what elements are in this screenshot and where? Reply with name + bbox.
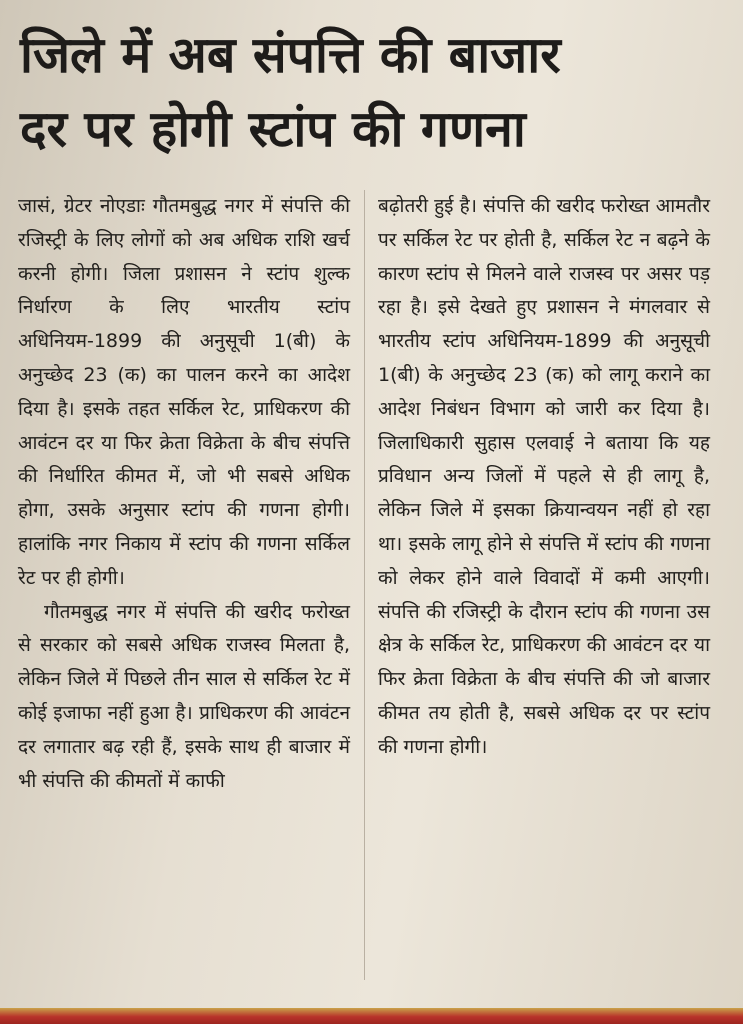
headline-line-2: दर पर होगी स्टांप की गणना: [20, 100, 526, 158]
left-column: [18, 190, 350, 798]
right-column: [378, 190, 710, 765]
left-paragraph-2: गौतमबुद्ध नगर में संपत्ति की खरीद फरोख्त से सरकार को सबसे अधिक राजस्व मिलता है, लेकिन जिले में पिछले तीन साल से सर्किल रेट में कोई इजाफा नहीं हुआ है। प्राधिकरण की आवंटन दर लगातार बढ़ रही हैं, इसके साथ ही बाजार में भी संपत्ति की कीमतों में काफी: [18, 600, 350, 792]
column-divider: [364, 190, 365, 980]
headline-line-1: जिले में अब संपत्ति की बाजार: [20, 26, 561, 84]
headline: [20, 18, 720, 166]
left-paragraph-1: जासं, ग्रेटर नोएडाः गौतमबुद्ध नगर में संपत्ति की रजिस्ट्री के लिए लोगों को अब अधिक राशि खर्च करनी होगी। जिला प्रशासन ने स्टांप शुल्क निर्धारण के लिए भारतीय स्टांप अधिनियम-1899 की अनुसूची 1(बी) के अनुच्छेद 23 (क) का पालन करने का आदेश दिया है। इसके तहत सर्किल रेट, प्राधिकरण की आवंटन दर या फिर क्रेता विक्रेता के बीच संपत्ति की निर्धारित कीमत में, जो भी सबसे अधिक होगा, उसके अनुसार स्टांप की गणना होगी। हालांकि नगर निकाय में स्टांप की गणना सर्किल रेट पर ही होगी।: [18, 195, 350, 589]
right-paragraph-1: बढ़ोतरी हुई है। संपत्ति की खरीद फरोख्त आमतौर पर सर्किल रेट पर होती है, सर्किल रेट न बढ़ने के कारण स्टांप से मिलने वाले राजस्व पर असर पड़ रहा है। इसे देखते हुए प्रशासन ने मंगलवार से भारतीय स्टांप अधिनियम-1899 की अनुसूची 1(बी) के अनुच्छेद 23 (क) को लागू कराने का आदेश निबंधन विभाग को जारी कर दिया है। जिलाधिकारी सुहास एलवाई ने बताया कि यह प्रविधान अन्य जिलों में पहले से ही लागू है, लेकिन जिले में इसका क्रियान्वयन नहीं हो रहा था। इसके लागू होने से संपत्ति में स्टांप की गणना को लेकर होने वाले विवादों में कमी आएगी। संपत्ति की रजिस्ट्री के दौरान स्टांप की गणना उस क्षेत्र के सर्किल रेट, प्राधिकरण की आवंटन दर या फिर क्रेता विक्रेता के बीच संपत्ति की जो बाजार कीमत तय होती है, सबसे अधिक दर पर स्टांप की गणना होगी।: [378, 195, 710, 758]
article-body: [18, 190, 718, 990]
bottom-color-band: [0, 1008, 743, 1024]
